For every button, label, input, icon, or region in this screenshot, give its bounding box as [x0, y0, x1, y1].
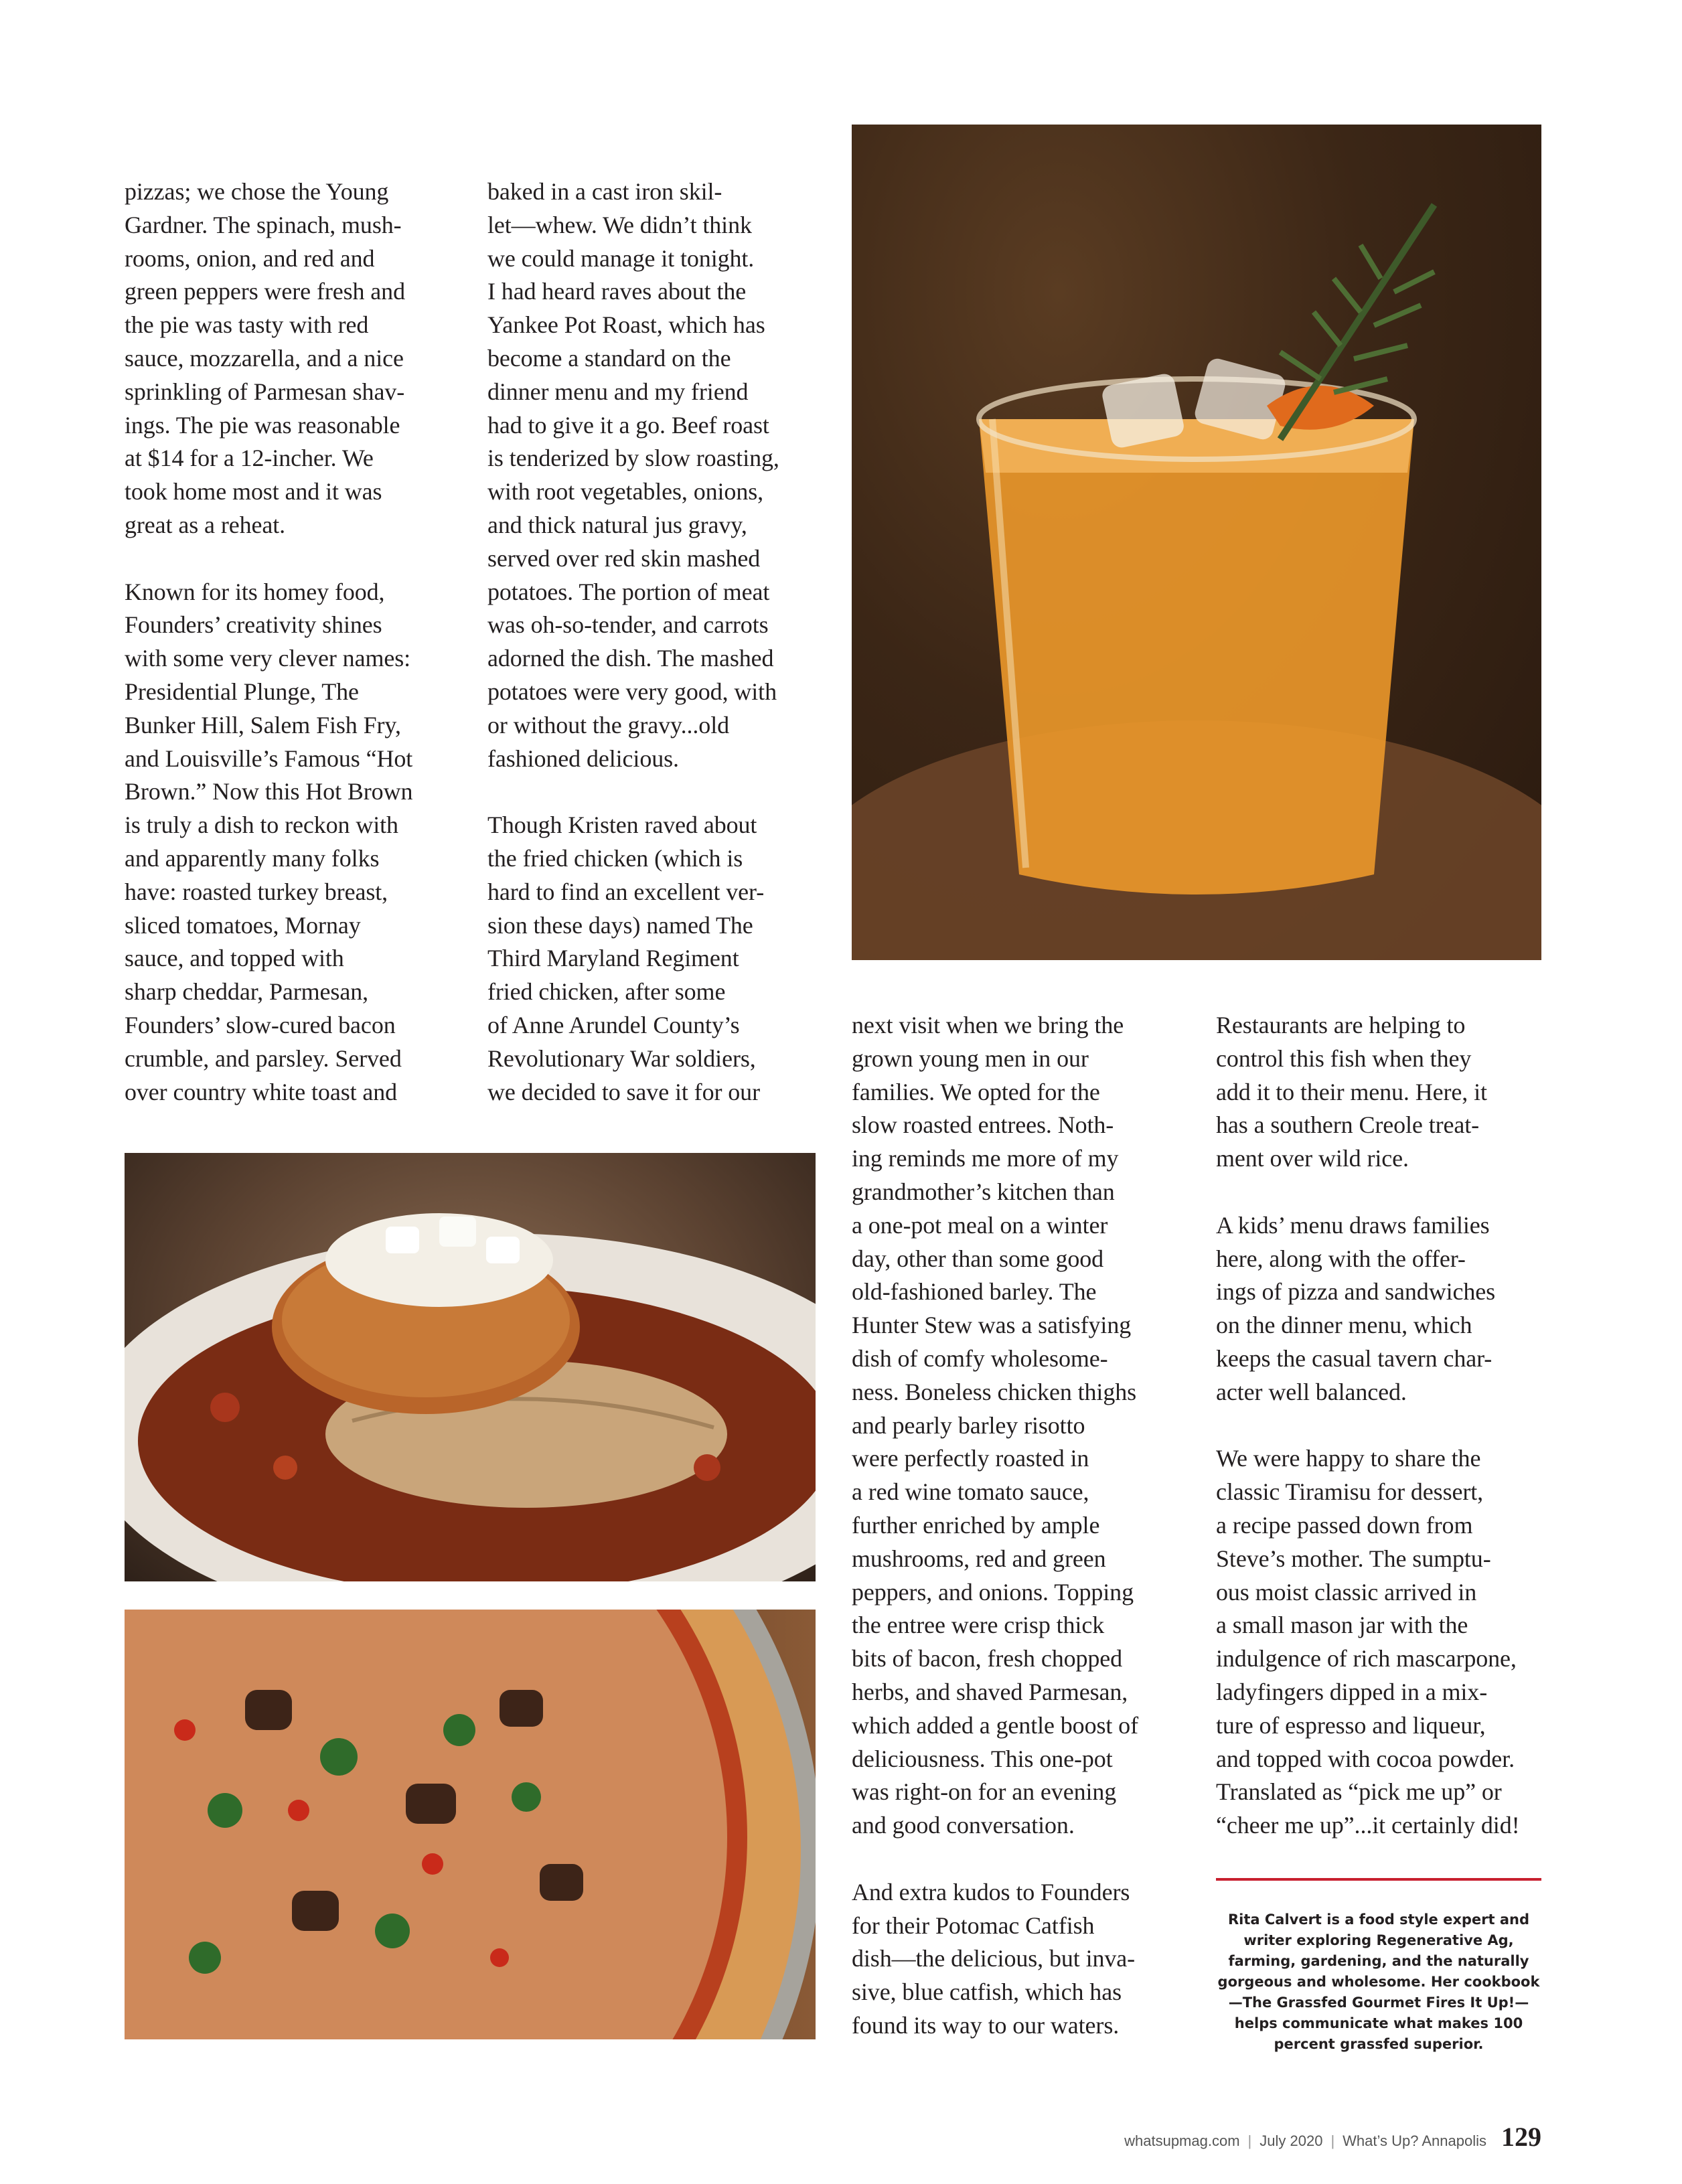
footer-date: July 2020 — [1259, 2132, 1323, 2149]
footer-publication: What’s Up? Annapolis — [1343, 2132, 1486, 2149]
page-footer — [1124, 2121, 1541, 2153]
bio-divider-rule — [1216, 1878, 1541, 1881]
body-column-3: next visit when we bring the grown young men in our families. We opted for the slow roasted entrees. Noth- ing reminds me more of my grandmother’s kitchen than a one-pot meal on a winter day, other than some good old-fashioned barley. The Hunter Stew was a satisfying dish of comfy wholesome- ness. Boneless chicken thighs and pearly barley risotto were perfectly roasted in a red wine tomato sauce, further enriched by ample mushrooms, red and green peppers, and onions. Topping the entree were crisp thick bits of bacon, fresh chopped herbs, and shaved Parmesan, which added a gentle boost of deliciousness. This one-pot was right-on for an evening and good conversation. And extra kudos to Founders for their Potomac Catfish dish—the delicious, but inva- sive, blue catfish, which has found its way to our waters. — [852, 1012, 1138, 2039]
cocktail-photo — [852, 125, 1541, 960]
body-column-4: Restaurants are helping to control this fish when they add it to their menu. Here, it has a southern Creole treat- ment over wild rice. A kids’ menu draws families here, along with the offer- ings of pizza and sandwiches on the dinner menu, which keeps the casual tavern char- acter well balanced. We were happy to share the classic Tiramisu for dessert, a recipe passed down from Steve’s mother. The sumptu- ous moist classic arrived in a small mason jar with the indulgence of rich mascarpone, ladyfingers dipped in a mix- ture of espresso and liqueur, and topped with cocoa powder. Translated as “pick me up” or “cheer me up”...it certainly did! — [1216, 1012, 1520, 1839]
pizza-photo — [125, 1610, 816, 2039]
chicken-dish-photo — [125, 1153, 816, 1581]
body-column-2: baked in a cast iron skil- let—whew. We didn’t think we could manage it tonight. I had heard raves about the Yankee Pot Roast, which has become a standard on the dinner menu and my friend had to give it a go. Beef roast is tenderized by slow roasting, with root vegetables, onions, and thick natural jus gravy, served over red skin mashed potatoes. The portion of meat was oh-so-tender, and carrots adorned the dish. The mashed potatoes were very good, with or without the gravy...old fashioned delicious. Though Kristen raved about the fried chicken (which is hard to find an excellent ver- sion these days) named The Third Maryland Regiment fried chicken, after some of Anne Arundel County’s Revolutionary War soldiers, we decided to save it for our — [487, 178, 779, 1105]
author-bio: Rita Calvert is a food style expert and writer exploring Regenerative Ag, farming, gardening, and the naturally gorgeous and wholesome. Her cookbook—The Grassfed Gourmet Fires It Up!—helps communicate what makes 100 percent grassfed superior. — [1217, 1912, 1540, 2052]
body-column-1: pizzas; we chose the Young Gardner. The spinach, mush- rooms, onion, and red and green peppers were fresh and the pie was tasty with red sauce, mozzarella, and a nice sprinkling of Parmesan shav- ings. The pie was reasonable at $14 for a 12-incher. We took home most and it was great as a reheat. Known for its homey food, Founders’ creativity shines with some very clever names: Presidential Plunge, The Bunker Hill, Salem Fish Fry, and Louisville’s Famous “Hot Brown.” Now this Hot Brown is truly a dish to reckon with and apparently many folks have: roasted turkey breast, sliced tomatoes, Mornay sauce, and topped with sharp cheddar, Parmesan, Founders’ slow-cured bacon crumble, and parsley. Served over country white toast and — [125, 178, 413, 1105]
page-number: 129 — [1501, 2122, 1541, 2152]
footer-website: whatsupmag.com — [1124, 2132, 1240, 2149]
footer-separator: | — [1247, 2132, 1252, 2149]
footer-separator: | — [1330, 2132, 1335, 2149]
